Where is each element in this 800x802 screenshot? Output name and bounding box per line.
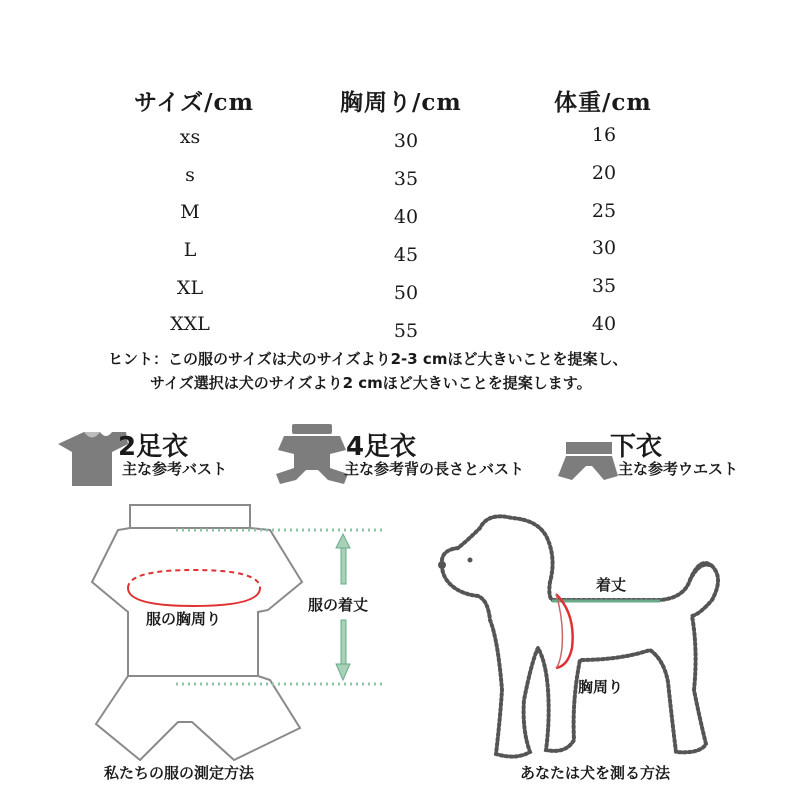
table-cell: M: [180, 201, 200, 223]
two-leg-garment-title: 2足衣: [118, 432, 189, 462]
clothing-caption: 私たちの服の測定方法: [104, 764, 255, 782]
table-cell: L: [183, 239, 197, 261]
table-cell: 35: [393, 168, 419, 190]
hint-line-1: ヒント：この服のサイズは犬のサイズより2-3 cmほど大きいことを提案し、: [108, 350, 628, 368]
pants-desc: 主な参考ウエスト: [618, 460, 739, 478]
dog-outline: [442, 516, 718, 756]
dog-eye: [468, 558, 473, 563]
four-leg-garment-icon: [276, 424, 348, 484]
table-cell: XL: [176, 277, 204, 299]
table-cell: 30: [393, 130, 419, 152]
four-leg-garment-desc: 主な参考背の長さとバスト: [344, 460, 525, 478]
table-cell: 16: [591, 124, 617, 146]
table-cell: xs: [179, 126, 201, 148]
dog-length-label: 着丈: [596, 576, 627, 594]
hint-line-2: サイズ選択は犬のサイズより2 cmほど大きいことを提案します。: [150, 374, 592, 392]
table-cell: 50: [393, 282, 419, 304]
pants-title: 下衣: [610, 432, 663, 462]
chest-header: 胸周り/cm: [340, 89, 462, 116]
chest-circumference-marker: [128, 570, 260, 606]
table-cell: 20: [591, 162, 617, 184]
table-cell: 40: [393, 206, 419, 228]
table-cell: 55: [393, 320, 419, 342]
table-cell: 35: [591, 275, 617, 297]
table-cell: s: [185, 164, 195, 186]
garment-chest-label: 服の胸周り: [146, 610, 222, 628]
table-cell: XXL: [170, 313, 210, 335]
four-leg-garment-title: 4足衣: [346, 432, 417, 462]
size-header: サイズ/cm: [134, 89, 254, 116]
table-cell: 25: [591, 200, 617, 222]
pants-icon: [558, 442, 618, 480]
weight-header: 体重/cm: [554, 89, 652, 116]
dog-nose: [438, 561, 446, 569]
dog-chest-marker: [556, 594, 573, 668]
table-cell: 45: [393, 244, 419, 266]
two-leg-garment-desc: 主な参考バスト: [122, 460, 228, 478]
clothing-outline: [92, 505, 302, 760]
table-cell: 30: [591, 237, 617, 259]
garment-length-label: 服の着丈: [308, 596, 369, 614]
dog-caption: あなたは犬を測る方法: [520, 764, 671, 782]
dog-chest-label: 胸周り: [578, 678, 624, 696]
table-cell: 40: [591, 313, 617, 335]
